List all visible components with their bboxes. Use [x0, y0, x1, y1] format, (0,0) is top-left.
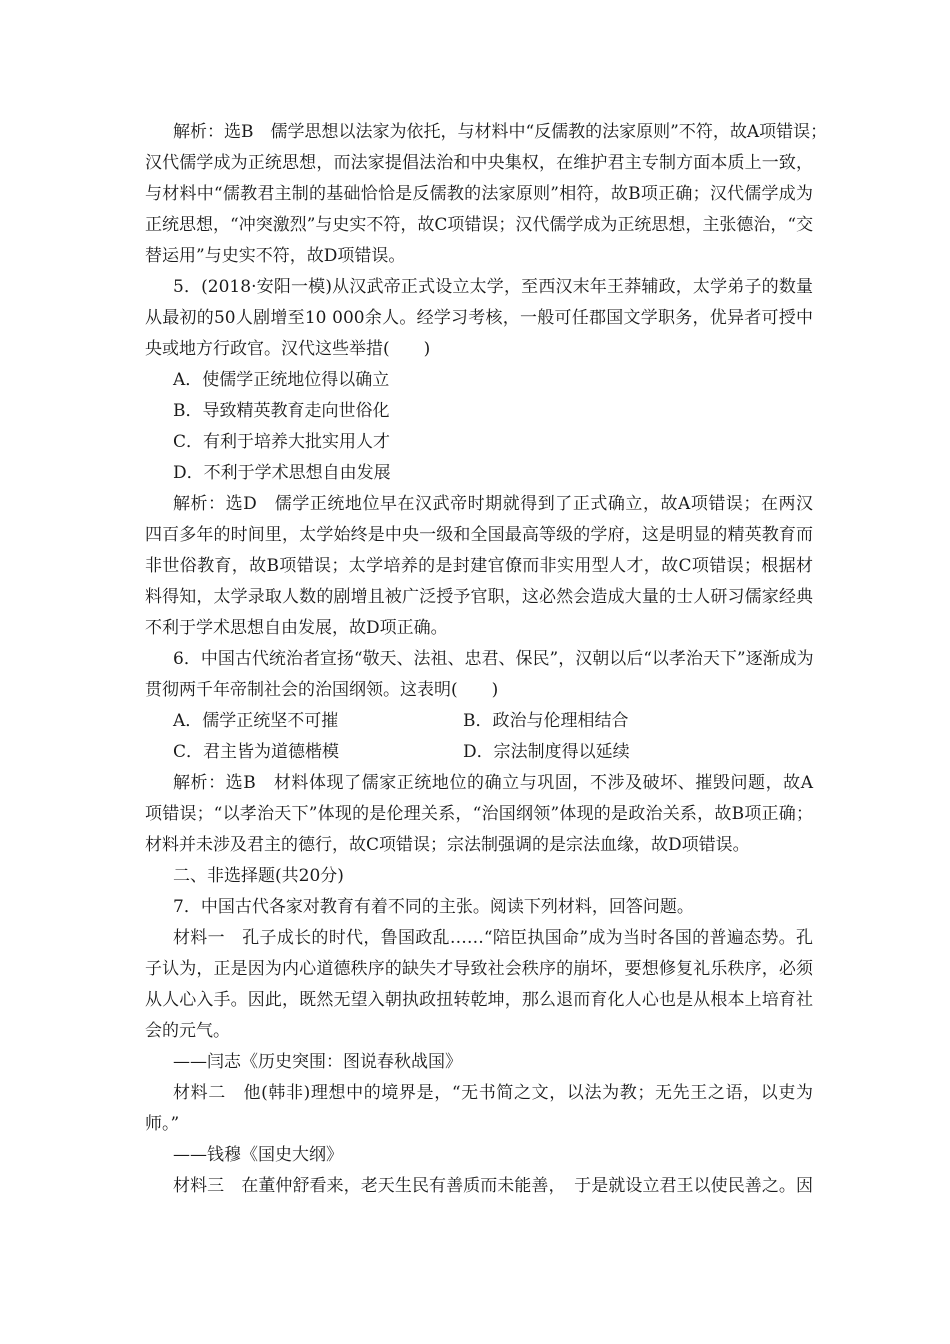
document-page [145, 117, 828, 1202]
q4-analysis-line: 解析：选B 儒学思想以法家为依托，与材料中“反儒教的法家原则”不符，故A项错误； [173, 122, 828, 142]
q5-stem-line: 从最初的50人剧增至10 000余人。经学习考核，一般可任郡国文学职务，优异者可授中 [145, 308, 813, 328]
q5-option-a: A．使儒学正统地位得以确立 [173, 370, 390, 390]
q5-analysis-line: 料得知，太学录取人数的剧增且被广泛授予官职，这必然会造成大量的士人研习儒家经典 [145, 587, 813, 607]
q7-material2-line: 师。” [145, 1114, 180, 1134]
q6-option-c: C．君主皆为道德楷模 [173, 742, 340, 762]
q6-options-row [145, 737, 813, 768]
q6-analysis-line: 材料并未涉及君主的德行，故C项错误；宗法制强调的是宗法血缘，故D项错误。 [145, 835, 750, 855]
q7-material1-line: 从人心入手。因此，既然无望入朝执政扭转乾坤，那么退而育化人心也是从根本上培育社 [145, 990, 813, 1010]
q6-option-a: A．儒学正统坚不可摧 [173, 711, 339, 731]
q4-analysis-line: 替运用”与史实不符，故D项错误。 [145, 246, 406, 266]
q4-analysis-line: 与材料中“儒教君主制的基础恰恰是反儒教的法家原则”相符，故B项正确；汉代儒学成为 [145, 184, 813, 204]
q5-analysis-line: 非世俗教育，故B项错误；太学培养的是封建官僚而非实用型人才，故C项错误；根据材 [145, 556, 813, 576]
q5-analysis-line: 四百多年的时间里，太学始终是中央一级和全国最高等级的学府，这是明显的精英教育而 [145, 525, 813, 545]
q5-analysis-line: 解析：选D 儒学正统地位早在汉武帝时期就得到了正式确立，故A项错误；在两汉 [173, 494, 813, 514]
q5-stem-line: 央或地方行政官。汉代这些举措( ) [145, 339, 431, 359]
q6-analysis-line: 解析：选B 材料体现了儒家正统地位的确立与巩固，不涉及破坏、摧毁问题，故A [173, 773, 813, 793]
q7-material3-line: 材料三 在董仲舒看来，老天生民有善质而未能善， 于是就设立君王以使民善之。因 [173, 1176, 813, 1196]
q7-material1-line: 子认为，正是因为内心道德秩序的缺失才导致社会秩序的崩坏，要想修复礼乐秩序，必须 [145, 959, 813, 979]
q5-analysis-line: 不利于学术思想自由发展，故D项正确。 [145, 618, 448, 638]
q5-option-b: B．导致精英教育走向世俗化 [173, 401, 390, 421]
q6-options-row [145, 706, 813, 737]
q7-material1-source: ——闫志《历史突围：图说春秋战国》 [173, 1052, 462, 1072]
q7-material2-line: 材料二 他(韩非)理想中的境界是，“无书简之文，以法为教；无先王之语，以吏为 [173, 1083, 813, 1103]
q6-analysis-line: 项错误；“以孝治天下”体现的是伦理关系，“治国纲领”体现的是政治关系，故B项正确； [145, 804, 813, 824]
q7-material2-source: ——钱穆《国史大纲》 [173, 1145, 343, 1165]
q6-option-b: B．政治与伦理相结合 [463, 711, 629, 731]
q7-material1-line: 材料一 孔子成长的时代，鲁国政乱……“陪臣执国命”成为当时各国的普遍态势。孔 [173, 928, 813, 948]
q4-analysis-line: 汉代儒学成为正统思想，而法家提倡法治和中央集权，在维护君主专制方面本质上一致， [145, 153, 813, 173]
q5-option-d: D．不利于学术思想自由发展 [173, 463, 391, 483]
section-title: 二、非选择题(共20分) [173, 866, 344, 886]
q7-stem: 7．中国古代各家对教育有着不同的主张。阅读下列材料，回答问题。 [173, 897, 694, 917]
q6-stem-line: 6．中国古代统治者宣扬“敬天、法祖、忠君、保民”，汉朝以后“以孝治天下”逐渐成为 [173, 649, 814, 669]
q6-stem-line: 贯彻两千年帝制社会的治国纲领。这表明( ) [145, 680, 499, 700]
q6-option-d: D．宗法制度得以延续 [463, 742, 630, 762]
q5-stem-line: 5．(2018·安阳一模)从汉武帝正式设立太学，至西汉末年王莽辅政，太学弟子的数量 [173, 277, 813, 297]
q7-material1-line: 会的元气。 [145, 1021, 230, 1041]
q4-analysis-line: 正统思想，“冲突激烈”与史实不符，故C项错误；汉代儒学成为正统思想，主张德治，“交 [145, 215, 814, 235]
q5-option-c: C．有利于培养大批实用人才 [173, 432, 391, 452]
